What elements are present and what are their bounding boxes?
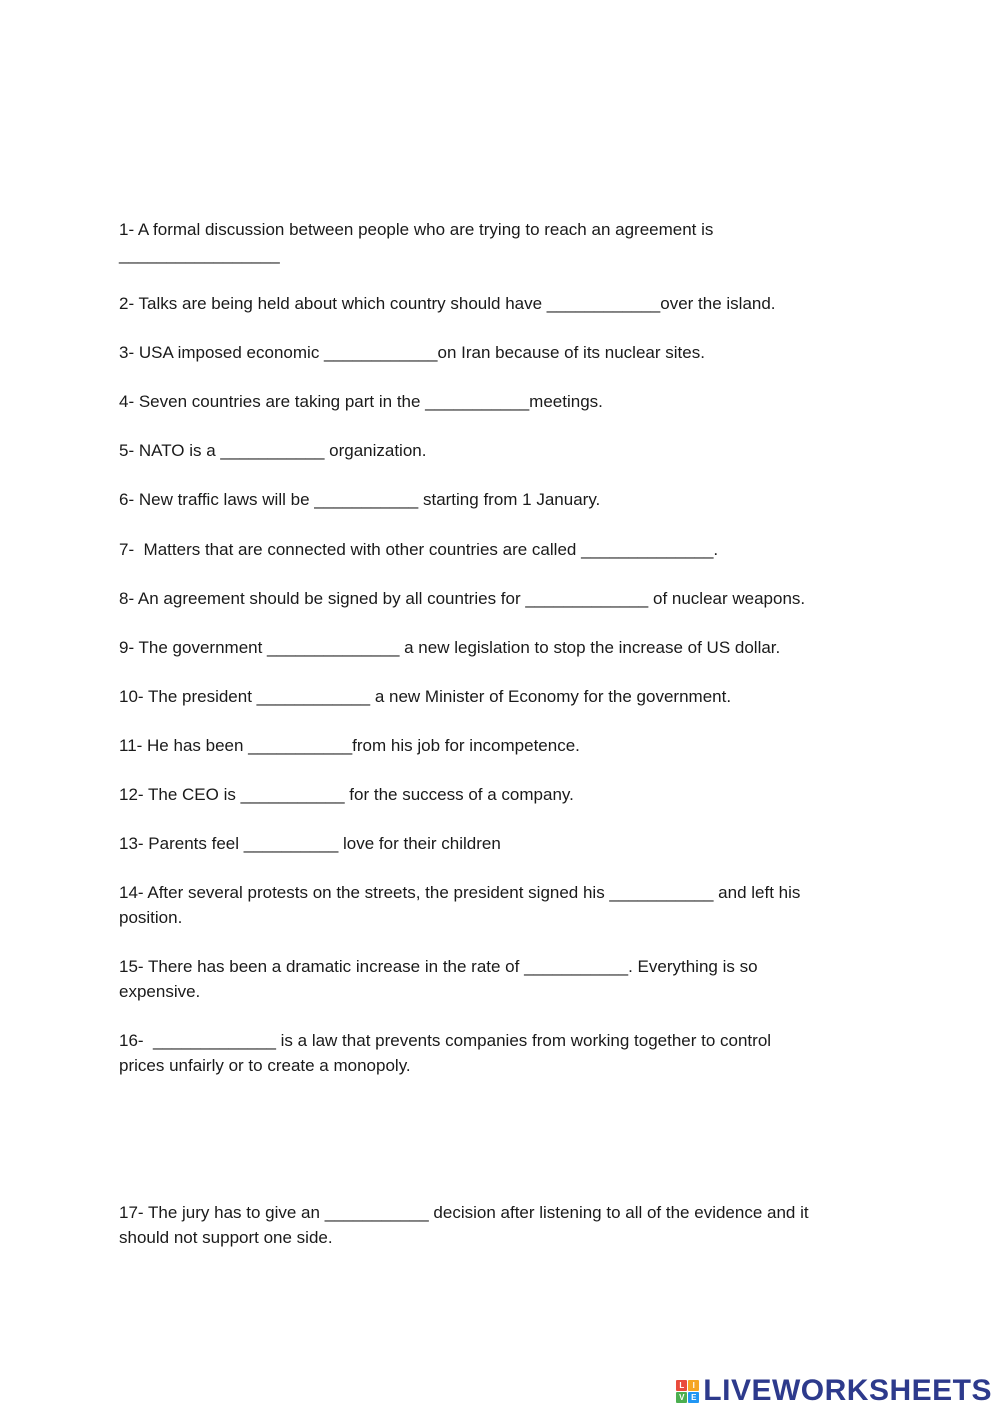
question-15: 15- There has been a dramatic increase in the rate of ___________. Everything is so expensive.: [119, 957, 758, 1001]
question-17: 17- The jury has to give an ___________ decision after listening to all of the evidence and it should not support one side.: [119, 1203, 809, 1247]
question-8: 8- An agreement should be signed by all countries for _____________ of nuclear weapons.: [119, 589, 806, 608]
logo-letter: V: [676, 1392, 687, 1403]
question-9: 9- The government ______________ a new legislation to stop the increase of US dollar.: [119, 638, 781, 657]
question-16: 16- _____________ is a law that prevents companies from working together to control prices unfairly or to create a monopoly.: [119, 1031, 772, 1075]
question-6: 6- New traffic laws will be ___________ starting from 1 January.: [119, 490, 601, 509]
logo-letter: I: [688, 1380, 699, 1391]
question-3: 3- USA imposed economic ____________on Iran because of its nuclear sites.: [119, 343, 705, 362]
liveworksheets-logo-icon: [676, 1380, 699, 1403]
question-4: 4- Seven countries are taking part in the ___________meetings.: [119, 392, 603, 411]
logo-letter: L: [676, 1380, 687, 1391]
liveworksheets-brand: [676, 1375, 992, 1407]
question-5: 5- NATO is a ___________ organization.: [119, 441, 427, 460]
question-10: 10- The president ____________ a new Minister of Economy for the government.: [119, 687, 732, 706]
question-14: 14- After several protests on the streets, the president signed his ___________ and left his position.: [119, 883, 801, 927]
question-7: 7- Matters that are connected with other countries are called ______________.: [119, 540, 719, 559]
brand-name: LIVEWORKSHEETS: [703, 1374, 992, 1407]
question-11: 11- He has been ___________from his job for incompetence.: [119, 736, 580, 755]
question-1: 1- A formal discussion between people who are trying to reach an agreement is _________________: [119, 220, 714, 264]
question-12: 12- The CEO is ___________ for the success of a company.: [119, 785, 574, 804]
logo-letter: E: [688, 1392, 699, 1403]
question-13: 13- Parents feel __________ love for their children: [119, 834, 501, 853]
question-2: 2- Talks are being held about which country should have ____________over the island.: [119, 294, 776, 313]
